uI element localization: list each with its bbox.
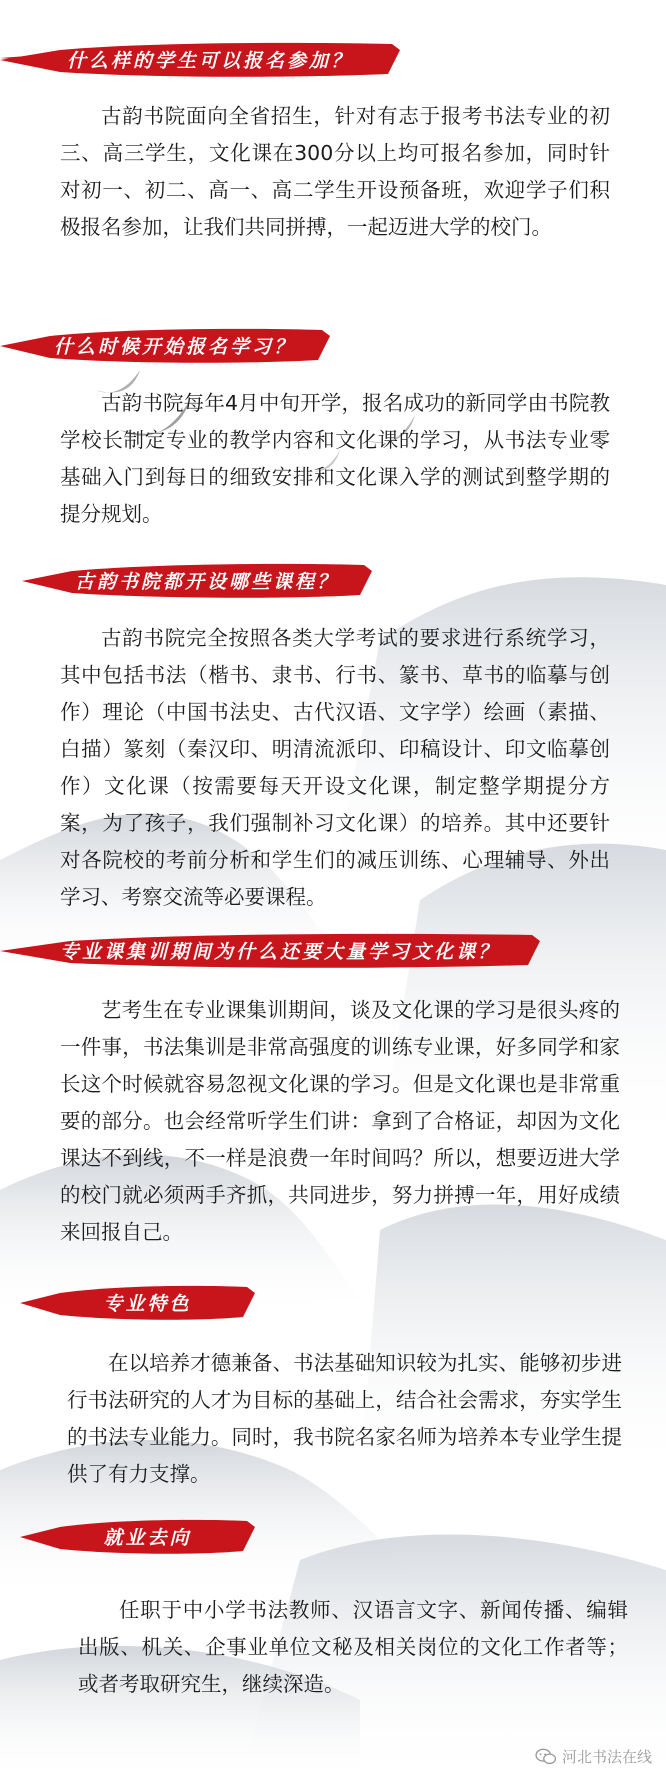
section-heading-banner <box>0 36 400 82</box>
section-body: 在以培养才德兼备、书法基础知识较为扎实、能够初步进行书法研究的人才为目标的基础上，结合社会需求，夯实学生的书法专业能力。同时，我书院名家名师为培养本专业学生提供了有力支撑。 <box>67 1351 622 1486</box>
section-body: 任职于中小学书法教师、汉语言文字、新闻传播、编辑出版、机关、企事业单位文秘及相关岗位的文化工作者等；或者考取研究生，继续深造。 <box>78 1598 628 1696</box>
section-body: 艺考生在专业课集训期间，谈及文化课的学习是很头疼的一件事，书法集训是非常高强度的训练专业课，好多同学和家长这个时候就容易忽视文化课的学习。但是文化课也是非常重要的部分。也会经常听学生们讲：拿到了合格证，却因为文化课达不到线，不一样是浪费一年时间吗？所以，想要迈进大学的校门就必须两手齐抓，共同进步，努力拼搏一年，用好成绩来回报自己。 <box>60 998 620 1244</box>
section-heading: 就业去向 <box>103 1526 192 1549</box>
wechat-icon <box>535 1748 557 1766</box>
section-body: 古韵书院每年4月中旬开学，报名成功的新同学由书院教学校长制定专业的教学内容和文化课的学习，从书法专业零基础入门到每日的细致安排和文化课入学的测试到整学期的提分规划。 <box>60 391 610 526</box>
section-heading-banner <box>0 927 540 973</box>
section-heading: 什么样的学生可以报名参加？ <box>66 49 353 72</box>
section-heading: 专业课集训期间为什么还要大量学习文化课？ <box>59 940 500 963</box>
section-heading-banner <box>22 557 372 603</box>
section-heading-banner <box>20 1279 255 1325</box>
section-heading-banner <box>20 1513 255 1559</box>
section-heading: 什么时候开始报名学习？ <box>53 335 296 358</box>
section-heading: 古韵书院都开设哪些课程？ <box>74 570 339 593</box>
section-body: 古韵书院完全按照各类大学考试的要求进行系统学习，其中包括书法（楷书、隶书、行书、篆书、草书的临摹与创作）理论（中国书法史、古代汉语、文字学）绘画（素描、白描）篆刻（秦汉印、明清流派印、印稿设计、印文临摹创作）文化课（按需要每天开设文化课，制定整学期提分方案，为了孩子，我们强制补习文化课）的培养。其中还要针对各院校的考前分析和学生们的减压训练、心理辅导、外出学习、考察交流等必要课程。 <box>60 626 610 909</box>
watermark-text: 河北书法在线 <box>561 1748 652 1766</box>
watermark <box>535 1746 652 1767</box>
section-heading-banner <box>0 322 330 368</box>
section-body: 古韵书院面向全省招生，针对有志于报考书法专业的初三、高三学生，文化课在300分以上均可报名参加，同时针对初一、初二、高一、高二学生开设预备班，欢迎学子们积极报名参加，让我们共同拼搏，一起迈进大学的校门。 <box>60 104 610 239</box>
section-heading: 专业特色 <box>103 1292 192 1315</box>
